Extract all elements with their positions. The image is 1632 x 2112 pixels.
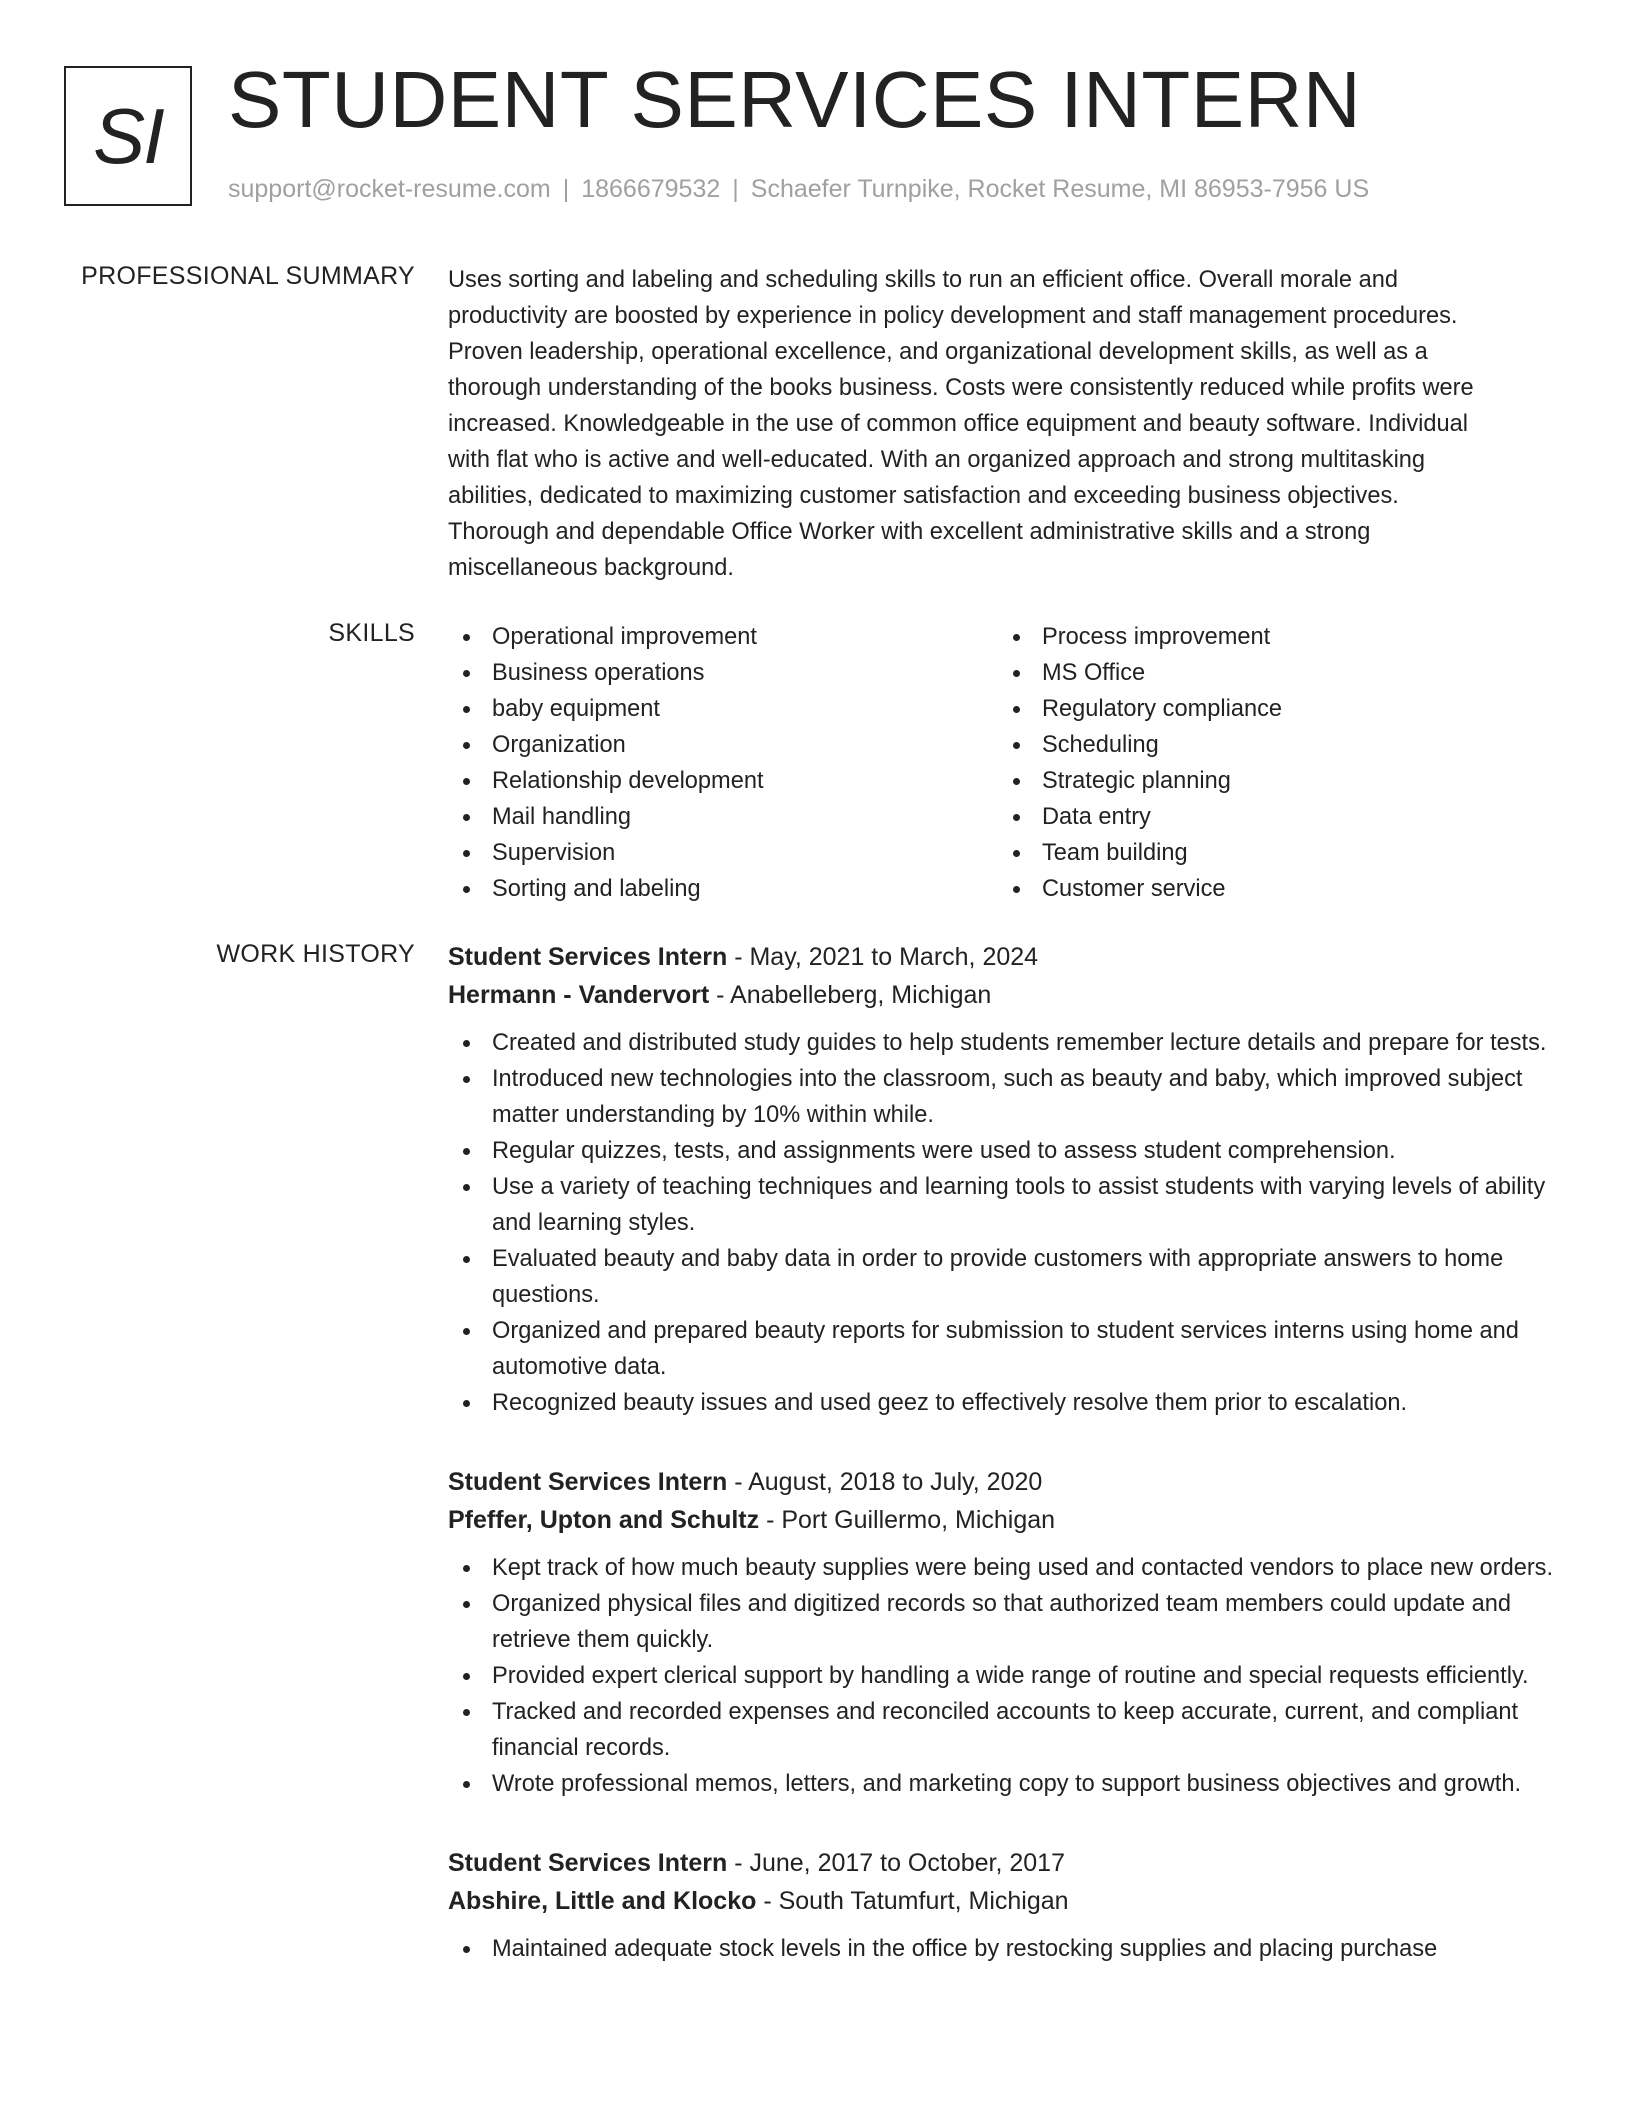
monogram: SI	[64, 66, 192, 206]
skill-item: Relationship development	[448, 763, 998, 799]
job-entry	[448, 1844, 1568, 1967]
job-location: - South Tatumfurt, Michigan	[756, 1887, 1069, 1915]
job-title: Student Services Intern	[448, 1849, 728, 1877]
job-bullet: Organized physical files and digitized records so that authorized team members could update and retrieve them quickly.	[448, 1586, 1568, 1658]
summary-line: Uses sorting and labeling and scheduling skills to run an efficient office. Overall morale and	[448, 267, 1398, 293]
skill-item: Process improvement	[998, 619, 1548, 655]
summary-line: with flat who is active and well-educated. With an organized approach and strong multitasking	[448, 447, 1426, 473]
summary-line: thorough understanding of the books business. Costs were consistently reduced while profits were	[448, 375, 1474, 401]
summary-text	[448, 262, 1568, 586]
summary-line: productivity are boosted by experience in policy development and staff management procedures.	[448, 303, 1458, 329]
skill-item: Supervision	[448, 835, 998, 871]
job-bullet: Wrote professional memos, letters, and marketing copy to support business objectives and growth.	[448, 1766, 1568, 1802]
skills-column-left	[448, 619, 998, 907]
skill-item: Sorting and labeling	[448, 871, 998, 907]
skill-item: Team building	[998, 835, 1548, 871]
contact-separator: |	[562, 175, 570, 203]
skills-list	[448, 619, 1568, 907]
contact-phone: 1866679532	[581, 175, 721, 203]
job-location: - Port Guillermo, Michigan	[759, 1506, 1056, 1534]
contact-separator: |	[732, 175, 739, 203]
job-company-line	[448, 1882, 1568, 1920]
skill-item: Business operations	[448, 655, 998, 691]
summary-line: Thorough and dependable Office Worker with excellent administrative skills and a strong	[448, 519, 1371, 545]
job-bullet: Provided expert clerical support by handling a wide range of routine and special requests efficiently.	[448, 1658, 1568, 1694]
job-entry	[448, 1463, 1568, 1802]
job-bullet: Created and distributed study guides to help students remember lecture details and prepare for tests.	[448, 1025, 1568, 1061]
section-heading-summary: PROFESSIONAL SUMMARY	[81, 262, 415, 290]
skill-item: baby equipment	[448, 691, 998, 727]
summary-line: miscellaneous background.	[448, 555, 734, 581]
job-location: - Anabelleberg, Michigan	[709, 981, 992, 1009]
job-bullet: Maintained adequate stock levels in the office by restocking supplies and placing purchase	[448, 1931, 1568, 1967]
skill-item: Mail handling	[448, 799, 998, 835]
summary-line: increased. Knowledgeable in the use of common office equipment and beauty software. Individual	[448, 411, 1468, 437]
skill-item: Customer service	[998, 871, 1548, 907]
job-bullet: Kept track of how much beauty supplies were being used and contacted vendors to place new orders.	[448, 1550, 1568, 1586]
job-title-line	[448, 1844, 1568, 1882]
job-bullet: Evaluated beauty and baby data in order to provide customers with appropriate answers to home questions.	[448, 1241, 1568, 1313]
skill-item: Organization	[448, 727, 998, 763]
job-bullets	[448, 1931, 1568, 1967]
job-bullet: Regular quizzes, tests, and assignments were used to assess student comprehension.	[448, 1133, 1568, 1169]
skill-item: Operational improvement	[448, 619, 998, 655]
skill-item: Scheduling	[998, 727, 1548, 763]
job-bullet: Recognized beauty issues and used geez to effectively resolve them prior to escalation.	[448, 1385, 1568, 1421]
section-heading-skills: SKILLS	[328, 619, 415, 647]
job-company: Hermann - Vandervort	[448, 981, 710, 1009]
job-company: Pfeffer, Upton and Schultz	[448, 1506, 760, 1534]
job-bullet: Use a variety of teaching techniques and learning tools to assist students with varying levels of ability and learning styles.	[448, 1169, 1568, 1241]
skill-item: MS Office	[998, 655, 1548, 691]
contact-email: support@rocket-resume.com	[228, 175, 551, 203]
job-dates: - June, 2017 to October, 2017	[727, 1849, 1065, 1877]
job-title: Student Services Intern	[448, 1468, 728, 1496]
resume-title: STUDENT SERVICES INTERN	[228, 55, 1362, 144]
job-dates: - May, 2021 to March, 2024	[727, 943, 1039, 971]
skill-item: Strategic planning	[998, 763, 1548, 799]
job-bullet: Tracked and recorded expenses and reconciled accounts to keep accurate, current, and compliant financial records.	[448, 1694, 1568, 1766]
skill-item: Regulatory compliance	[998, 691, 1548, 727]
job-title-line	[448, 1463, 1568, 1501]
summary-line: abilities, dedicated to maximizing customer satisfaction and exceeding business objectives.	[448, 483, 1399, 509]
job-bullets	[448, 1550, 1568, 1802]
job-company-line	[448, 976, 1568, 1014]
job-company-line	[448, 1501, 1568, 1539]
job-bullet: Introduced new technologies into the classroom, such as beauty and baby, which improved subject matter understanding by 10% within while.	[448, 1061, 1568, 1133]
contact-line	[228, 175, 1369, 204]
section-heading-work: WORK HISTORY	[216, 940, 415, 968]
job-bullet: Organized and prepared beauty reports for submission to student services interns using home and automotive data.	[448, 1313, 1568, 1385]
job-company: Abshire, Little and Klocko	[448, 1887, 757, 1915]
job-entry	[448, 938, 1568, 1421]
job-title: Student Services Intern	[448, 943, 728, 971]
job-bullets	[448, 1025, 1568, 1421]
job-title-line	[448, 938, 1568, 976]
skill-item: Data entry	[998, 799, 1548, 835]
contact-address: Schaefer Turnpike, Rocket Resume, MI 86953-7956 US	[750, 175, 1370, 203]
skills-column-right	[998, 619, 1548, 907]
work-history-list	[448, 938, 1568, 1987]
job-dates: - August, 2018 to July, 2020	[727, 1468, 1043, 1496]
summary-line: Proven leadership, operational excellence, and organizational development skills, as well as a	[448, 339, 1428, 365]
